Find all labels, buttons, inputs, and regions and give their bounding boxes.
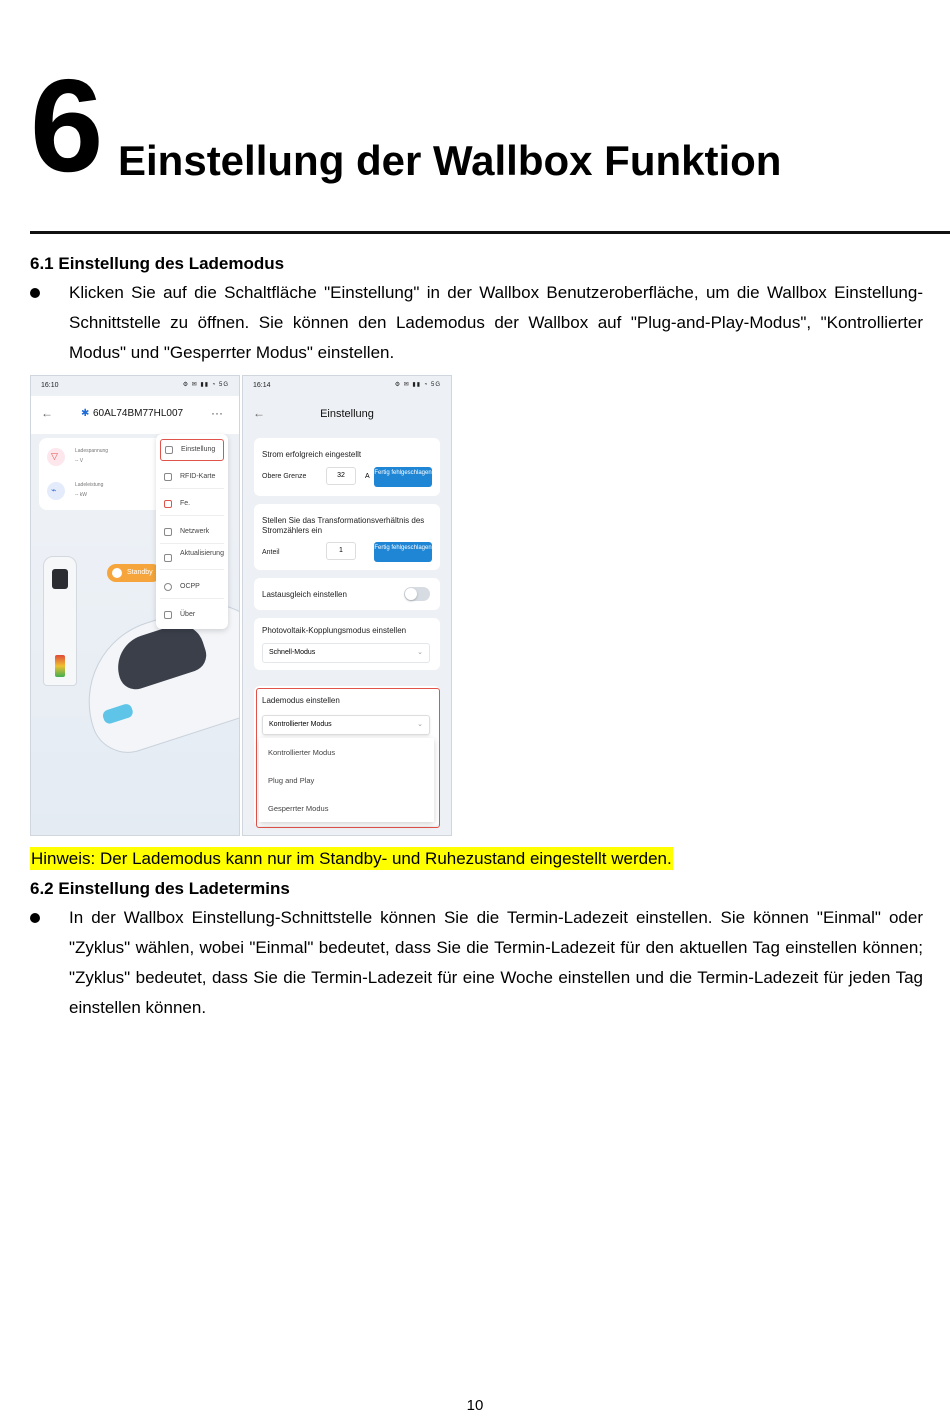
- load-balance-toggle[interactable]: [404, 587, 430, 601]
- voltage-icon: ▽: [47, 448, 65, 466]
- menu-item-netzwerk[interactable]: Netzwerk: [160, 522, 224, 544]
- power-icon: ⌁: [47, 482, 65, 500]
- card-icon: [164, 473, 172, 481]
- current-limit-card: Strom erfolgreich eingestellt Obere Grenze 32 A Fertig fehlgeschlagen: [254, 438, 440, 496]
- chapter-divider: [30, 231, 950, 234]
- wallbox-illustration: [43, 556, 77, 686]
- menu-item-fe[interactable]: Fe.: [160, 494, 224, 516]
- screenshot-settings: [242, 375, 452, 836]
- highlighted-note: Hinweis: Der Lademodus kann nur im Standby- und Ruhezustand eingestellt werden.: [31, 849, 672, 868]
- confirm-button[interactable]: Fertig fehlgeschlagen: [374, 542, 432, 562]
- status-time: 16:14: [253, 382, 271, 389]
- charge-mode-select[interactable]: Kontrollierter Modus ⌄: [262, 715, 430, 735]
- status-bar: [243, 376, 451, 396]
- app-bar: [31, 396, 239, 434]
- load-balance-card: Lastausgleich einstellen: [254, 578, 440, 610]
- network-icon: [164, 528, 172, 536]
- back-arrow-icon[interactable]: ←: [253, 406, 265, 420]
- status-time: 16:10: [41, 382, 59, 389]
- section-heading-6-1: 6.1 Einstellung des Lademodus: [30, 254, 285, 273]
- status-bar: [31, 376, 239, 396]
- pv-mode-select[interactable]: Schnell-Modus ⌄: [262, 643, 430, 663]
- info-icon: [164, 611, 172, 619]
- option-locked[interactable]: Gesperrter Modus: [268, 804, 329, 813]
- menu-item-ocpp[interactable]: OCPP: [160, 577, 224, 599]
- option-controlled[interactable]: Kontrollierter Modus: [268, 748, 336, 757]
- pv-mode-card: Photovoltaik-Kopplungsmodus einstellen Schnell-Modus ⌄: [254, 618, 440, 670]
- back-arrow-icon: ←: [41, 406, 53, 420]
- screenshot-device-home: [30, 375, 240, 836]
- dropdown-menu: [156, 434, 228, 629]
- status-icons: ⚙ ✉ ▮▮ ◔ 5G: [182, 382, 229, 388]
- bullet-icon: [30, 913, 40, 923]
- section-paragraph-6-1: Klicken Sie auf die Schaltfläche "Einstellung" in der Wallbox Benutzeroberfläche, um die Wallbox Einstellung-Schnittstelle zu öffnen. Sie können den Lademodus der Wallbox auf "Plug-and-Play-Modus", "Kontrollierter Modus" und "Gesperrter Modus" einstellen.: [69, 283, 923, 362]
- app-bar: [243, 396, 451, 434]
- ratio-input[interactable]: 1: [326, 542, 356, 560]
- update-icon: [164, 554, 172, 562]
- transformer-ratio-card: Stellen Sie das Transformationsverhältnis des Stromzählers ein Anteil 1 Fertig fehlgeschlagen: [254, 504, 440, 570]
- upper-limit-input[interactable]: 32: [326, 467, 356, 485]
- menu-item-einstellung[interactable]: Einstellung: [160, 439, 224, 461]
- globe-icon: [164, 583, 172, 591]
- bluetooth-icon: ✱: [81, 408, 90, 419]
- clock-icon: [112, 568, 122, 578]
- chevron-down-icon: ⌄: [417, 721, 423, 728]
- charge-mode-options: [259, 738, 434, 822]
- more-icon: ···: [211, 406, 223, 420]
- section-heading-6-2: 6.2 Einstellung des Ladetermins: [30, 879, 290, 898]
- charge-mode-card: Lademodus einstellen Kontrollierter Modus ⌄: [254, 686, 440, 826]
- bullet-icon: [30, 288, 40, 298]
- menu-item-rfid[interactable]: RFID-Karte: [160, 467, 224, 489]
- standby-badge: Standby: [107, 564, 161, 582]
- section-paragraph-6-2: In der Wallbox Einstellung-Schnittstelle können Sie die Termin-Ladezeit einstellen. Sie können "Einmal" oder "Zyklus" wählen, wobei "Einmal" bedeutet, dass Sie die Termin-Ladezeit für den aktuellen Tag einstellen können; "Zyklus" bedeutet, dass Sie die Termin-Ladezeit für eine Woche einstellen und die Termin-Ladezeit für jeden Tag einstellen können.: [69, 908, 923, 1017]
- chevron-down-icon: ⌄: [417, 649, 423, 656]
- menu-item-aktualisierung[interactable]: Aktualisierung: [160, 548, 224, 570]
- device-name: 60AL74BM77HL007: [93, 408, 184, 419]
- settings-icon: [165, 446, 173, 454]
- chapter-title: Einstellung der Wallbox Funktion: [118, 137, 782, 184]
- calendar-icon: [164, 500, 172, 508]
- chapter-number: 6: [30, 52, 102, 199]
- page-title: Einstellung: [320, 408, 374, 420]
- option-plug-and-play[interactable]: Plug and Play: [268, 776, 315, 785]
- confirm-button[interactable]: Fertig fehlgeschlagen: [374, 467, 432, 487]
- status-icons: ⚙ ✉ ▮▮ ◔ 5G: [394, 382, 441, 388]
- menu-item-ueber[interactable]: Über: [160, 605, 224, 627]
- stats-card: ▽ Ladespannung -- V ⌁ Ladeleistung -- kW: [39, 438, 189, 510]
- page-number: 10: [466, 1397, 484, 1414]
